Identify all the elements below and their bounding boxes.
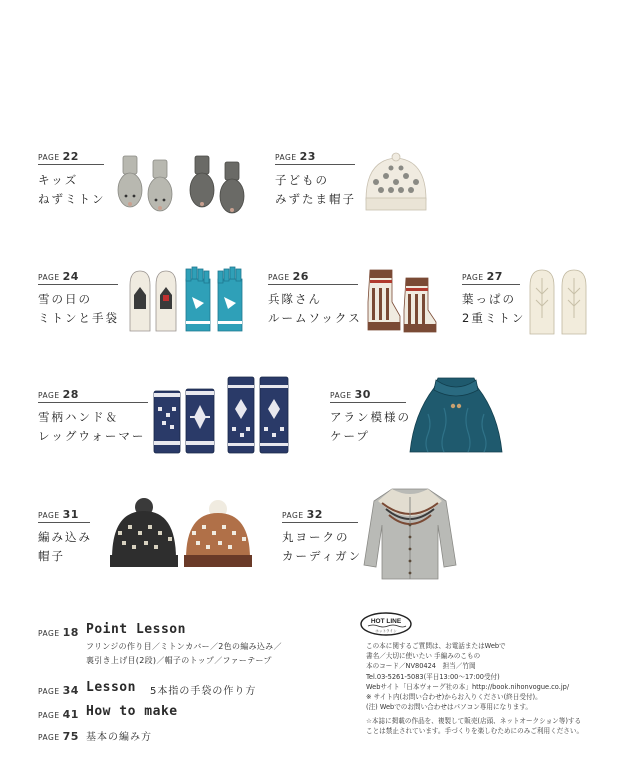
divider xyxy=(38,164,104,165)
info-line[interactable]: Webサイト「日本ヴォーグ社の本」http://book.nihonvogue.co.jp/ xyxy=(366,682,570,691)
contents-heading: Lesson xyxy=(86,680,136,695)
aran-cape-image xyxy=(408,374,504,456)
notice-line: ことは禁止されています。手づくりを楽しむためにのみご利用ください。 xyxy=(366,727,584,735)
hotline-logo xyxy=(360,612,412,636)
divider xyxy=(282,522,358,523)
hotline-logo-top: HOT LINE xyxy=(370,618,402,625)
divider xyxy=(38,402,148,403)
divider xyxy=(462,284,520,285)
contents-point-lesson[interactable] xyxy=(38,622,338,638)
entry-title: 丸ヨークの カーディガン xyxy=(282,530,363,563)
entry-title: アラン模様の ケープ xyxy=(330,410,411,443)
contents-subtitle: 5本指の手袋の作り方 xyxy=(150,686,257,697)
contents-basics[interactable] xyxy=(38,726,338,742)
divider xyxy=(38,284,118,285)
page-number: PAGE 34 xyxy=(38,684,79,697)
yoke-cardigan-image xyxy=(362,485,458,583)
mouse-mittens-image xyxy=(115,152,255,220)
page-number: PAGE 22 xyxy=(38,150,79,163)
page-number: PAGE 28 xyxy=(38,388,79,401)
copyright-notice xyxy=(366,716,616,736)
point-lesson-details: フリンジの作り目／ミトンカバー／2色の編み込み／ 裏引き上げ目(2段)／帽子のトップ／ファーテープ xyxy=(86,642,282,665)
info-line: 書名／大切に使いたい 手編みのこもの xyxy=(366,652,481,661)
divider xyxy=(38,522,90,523)
fair-isle-hats-image xyxy=(106,497,256,571)
page-number: PAGE 30 xyxy=(330,388,371,401)
inquiry-info xyxy=(366,641,616,712)
contents-subtitle: 基本の編み方 xyxy=(86,732,152,743)
entry-title: キッズ ねずミトン xyxy=(38,173,106,206)
contents-how-to-make[interactable] xyxy=(38,704,338,720)
page-number: PAGE 31 xyxy=(38,508,79,521)
snow-warmers-image xyxy=(152,375,290,457)
divider xyxy=(275,164,355,165)
info-line: Tel.03-5261-5083(平日13:00～17:00受付) xyxy=(366,672,500,681)
leaf-mittens-image xyxy=(526,266,592,336)
entry-title: 兵隊さん ルームソックス xyxy=(268,292,362,325)
entry-title: 子どもの みずたま帽子 xyxy=(275,173,356,206)
page-number: PAGE 75 xyxy=(38,730,79,743)
contents-lesson[interactable] xyxy=(38,680,338,696)
page-number: PAGE 24 xyxy=(38,270,79,283)
divider xyxy=(330,402,406,403)
page-number: PAGE 26 xyxy=(268,270,309,283)
entry-title: 雪柄ハンド＆ レッグウォーマー xyxy=(38,410,146,443)
info-line: この本に関するご質問は、お電話またはWebで xyxy=(366,642,506,650)
page-number: PAGE 27 xyxy=(462,270,503,283)
page-number: PAGE 32 xyxy=(282,508,323,521)
soldier-socks-image xyxy=(362,266,444,334)
page-number: PAGE 18 xyxy=(38,626,79,639)
info-line: (注) Webでのお問い合わせはパソコン専用になります。 xyxy=(366,703,533,712)
page-number: PAGE 23 xyxy=(275,150,316,163)
contents-heading: How to make xyxy=(86,704,178,719)
snow-mittens-gloves-image xyxy=(126,265,258,337)
entry-title: 葉っぱの 2重ミトン xyxy=(462,292,526,325)
notice-line: ☆本誌に掲載の作品を、複製して販売(店頭、ネットオークション等)する xyxy=(366,717,582,725)
entry-title: 編み込み 帽子 xyxy=(38,530,92,563)
info-line: 本のコード／NV80424 担当／竹岡 xyxy=(366,662,476,671)
entry-title: 雪の日の ミトンと手袋 xyxy=(38,292,119,325)
info-line: ※ サイト内(お問い合わせ)からお入りください(終日受付)。 xyxy=(366,693,542,702)
hotline-logo-bottom: ホットライン xyxy=(375,629,397,633)
page-number: PAGE 41 xyxy=(38,708,79,721)
polka-dot-hat-image xyxy=(360,152,432,214)
contents-heading: Point Lesson xyxy=(86,622,186,637)
divider xyxy=(268,284,358,285)
